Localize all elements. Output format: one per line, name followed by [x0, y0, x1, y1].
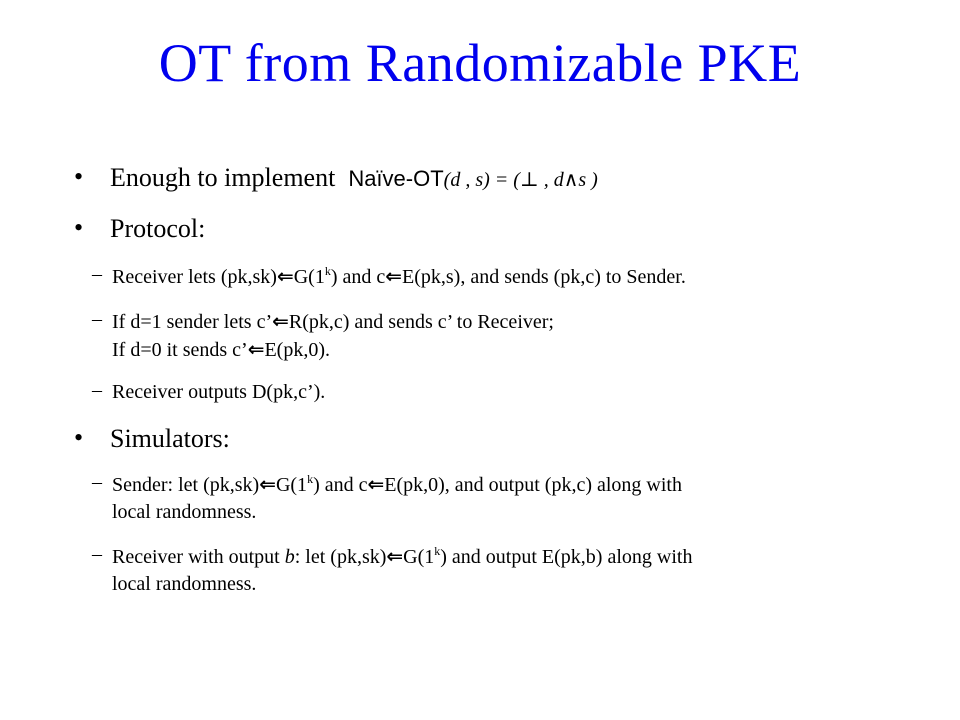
- left-arrow-icon: ⇐: [259, 472, 276, 496]
- sim-text: ) and output E(pk,b) along with: [440, 546, 693, 568]
- left-arrow-icon: ⇐: [385, 264, 403, 288]
- left-arrow-icon: ⇐: [386, 544, 404, 568]
- dash-marker: –: [92, 471, 102, 493]
- naive-ot-label: Naïve-OT: [348, 166, 444, 191]
- sim-text: Receiver with output: [112, 546, 285, 568]
- simulator-sender: [112, 471, 682, 526]
- and-symbol: ∧: [563, 169, 579, 191]
- sim-text: local randomness.: [112, 573, 257, 595]
- left-arrow-icon: ⇐: [276, 264, 294, 288]
- step-text: ) and c: [330, 266, 386, 288]
- sim-text: Sender: let (pk,sk): [112, 474, 260, 496]
- step-text: R(pk,c) and sends c’ to Receiver;: [288, 311, 554, 333]
- bullet-marker: •: [74, 213, 84, 242]
- protocol-step-3: [112, 379, 325, 406]
- sim-text: : let (pk,sk): [294, 546, 387, 568]
- left-arrow-icon: ⇐: [367, 472, 385, 496]
- bullet-enough-text: Enough to implement: [110, 163, 336, 192]
- sim-text: ) and c: [313, 474, 368, 496]
- slide-title: OT from Randomizable PKE: [158, 33, 802, 93]
- superscript-k: k: [434, 544, 441, 558]
- dash-marker: –: [92, 263, 102, 285]
- bullet-simulators: Simulators:: [110, 424, 230, 453]
- step-text: E(pk,0).: [264, 339, 331, 361]
- step-text: If d=0 it sends c’: [112, 339, 248, 361]
- bullet-marker: •: [74, 423, 84, 452]
- step-text: G(1: [293, 266, 325, 288]
- sim-text: local randomness.: [112, 501, 257, 523]
- step-text: Receiver lets (pk,sk): [112, 266, 277, 288]
- bullet-enough: [110, 163, 598, 195]
- dash-marker: –: [92, 379, 102, 401]
- sim-text: E(pk,0), and output (pk,c) along with: [384, 474, 682, 496]
- sim-text: G(1: [275, 474, 308, 496]
- superscript-k: k: [307, 472, 314, 486]
- sim-text: b: [284, 546, 295, 568]
- perp-symbol: ⊥: [519, 169, 539, 191]
- left-arrow-icon: ⇐: [272, 309, 289, 333]
- left-arrow-icon: ⇐: [247, 337, 265, 361]
- superscript-k: k: [324, 264, 331, 278]
- dash-marker: –: [92, 308, 102, 330]
- protocol-step-1: [112, 263, 686, 291]
- step-text: If d=1 sender lets c’: [112, 311, 273, 333]
- bullet-marker: •: [74, 162, 84, 191]
- naive-ot-s: s ): [578, 169, 598, 191]
- naive-ot-args: (d , s) = (: [443, 169, 520, 191]
- step-text: E(pk,s), and sends (pk,c) to Sender.: [402, 266, 686, 288]
- protocol-step-2: [112, 308, 554, 364]
- bullet-protocol: Protocol:: [110, 214, 206, 243]
- naive-ot-d: , d: [538, 169, 564, 191]
- simulator-receiver: [112, 543, 692, 598]
- dash-marker: –: [92, 543, 102, 565]
- step-text: Receiver outputs D(pk,c’).: [112, 381, 326, 403]
- sim-text: G(1: [403, 546, 435, 568]
